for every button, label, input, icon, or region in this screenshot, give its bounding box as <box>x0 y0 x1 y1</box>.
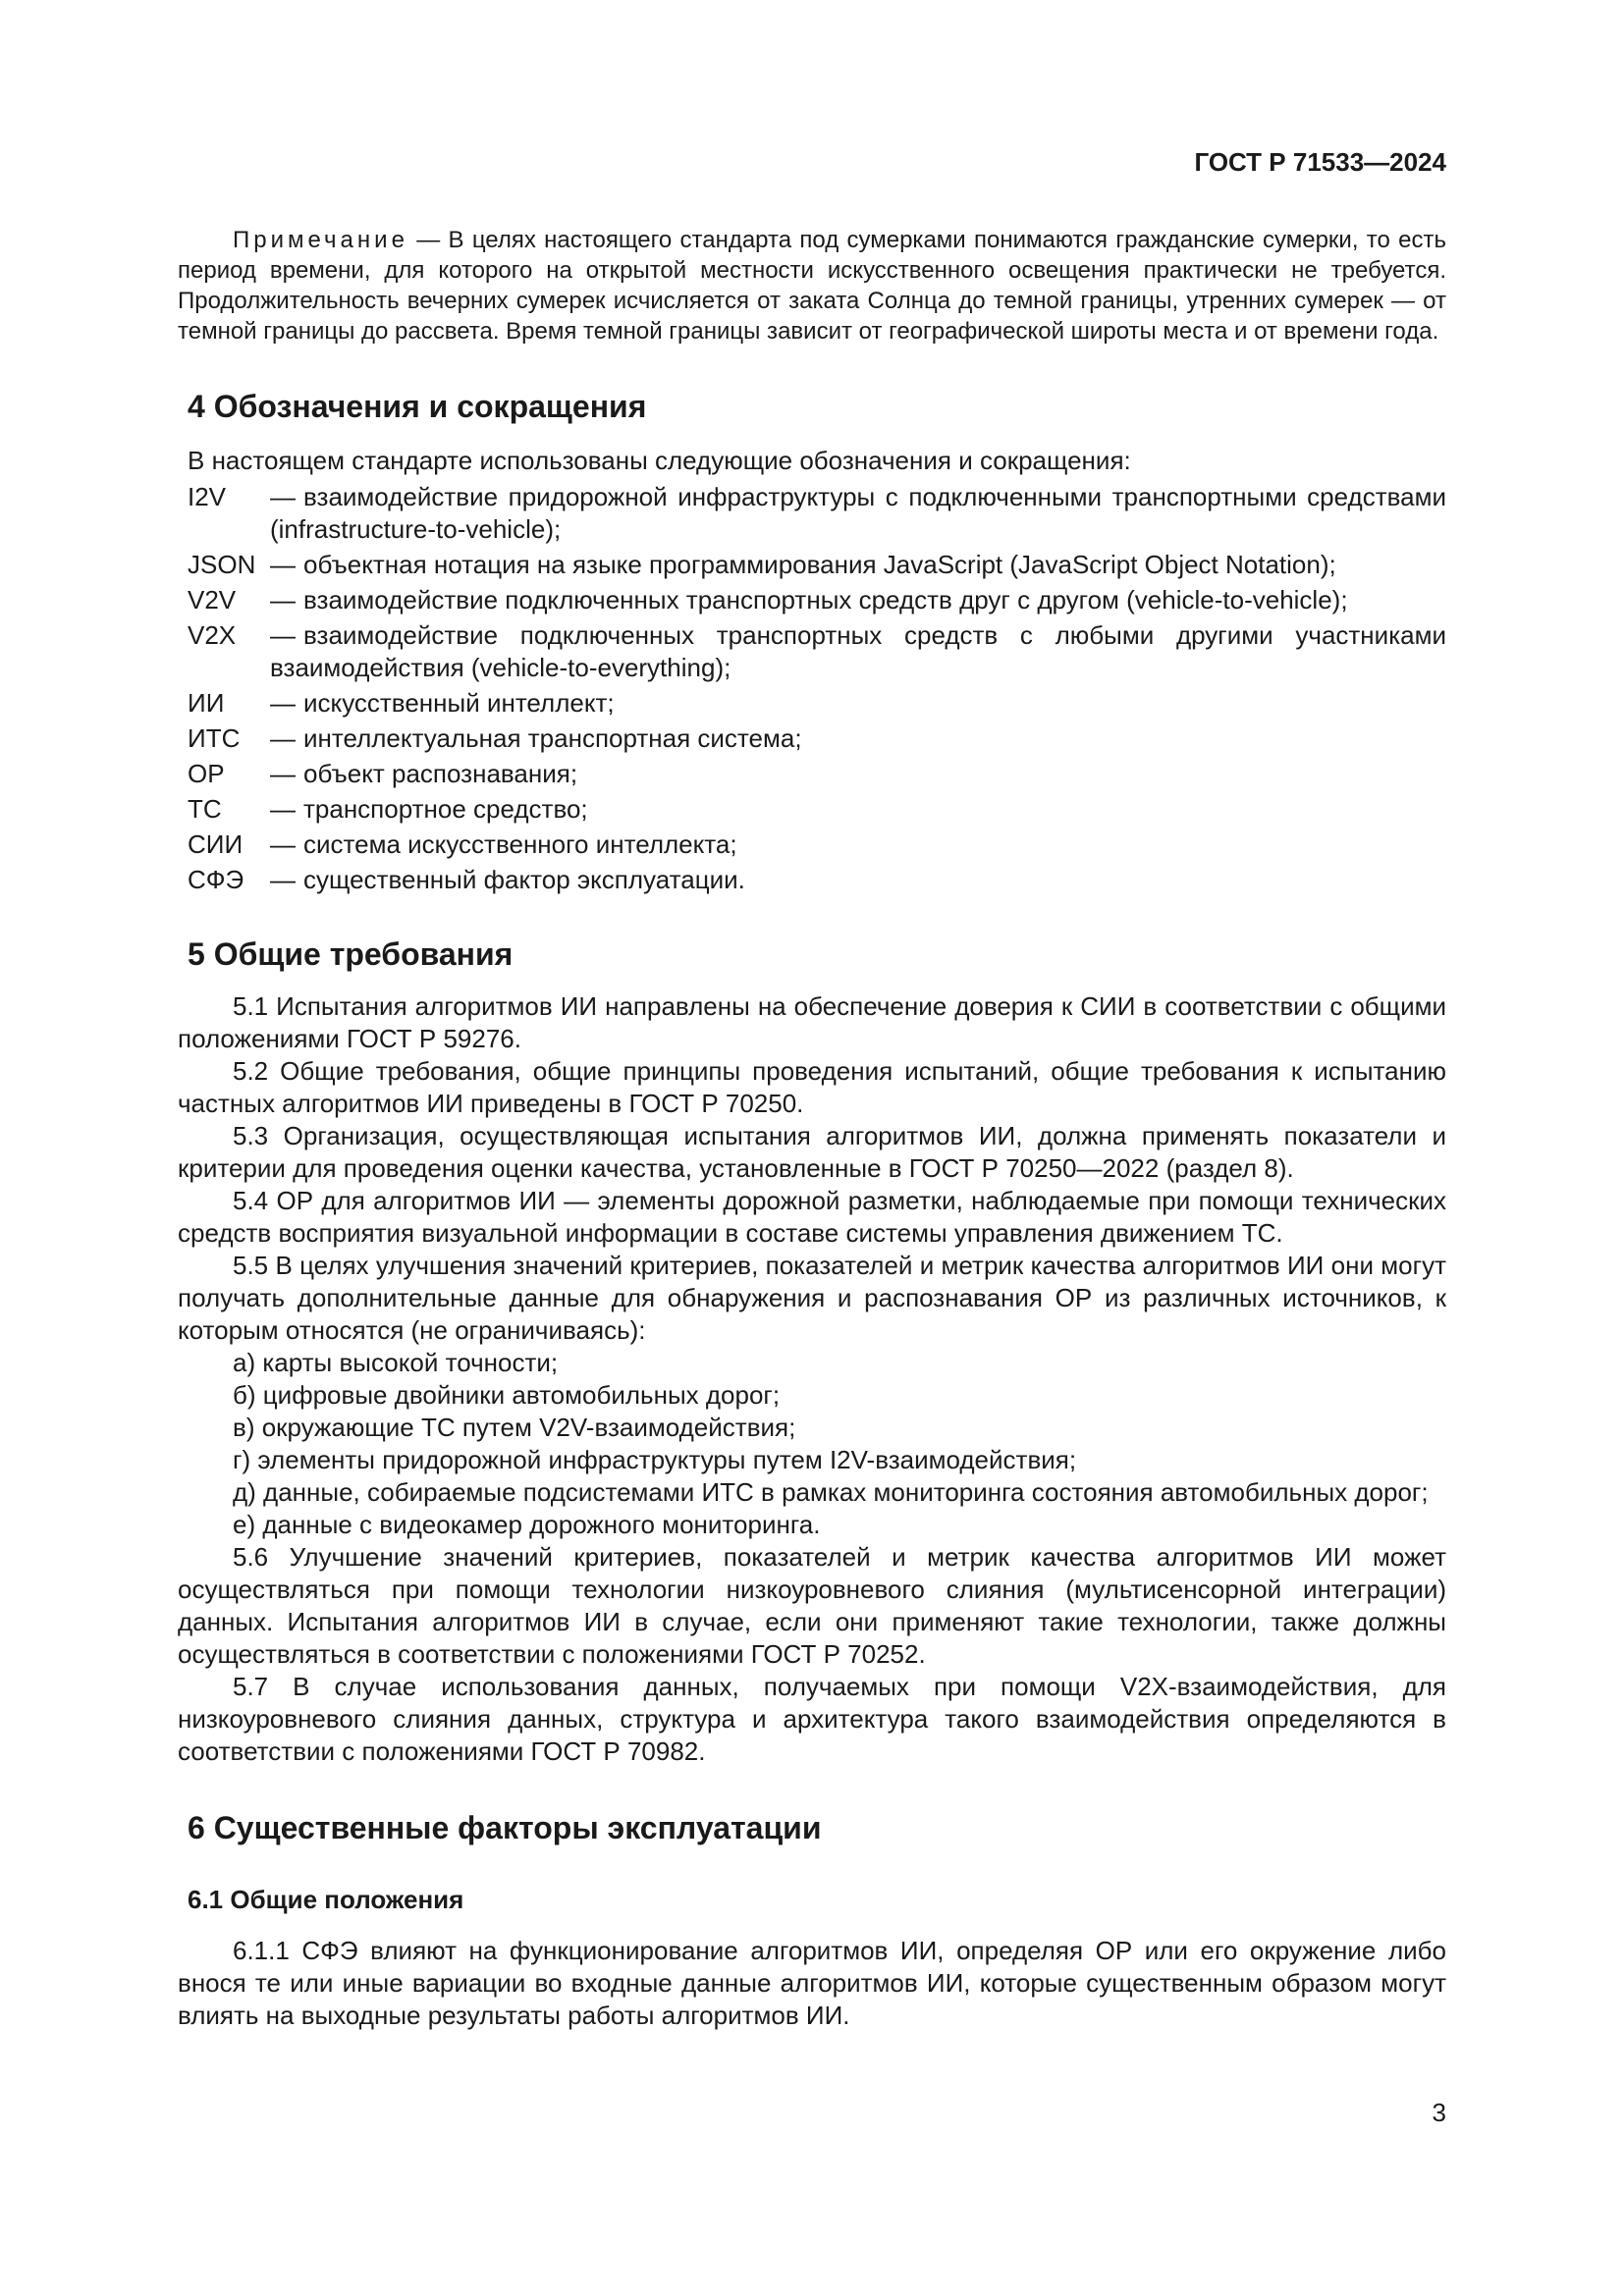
standard-header: ГОСТ Р 71533—2024 <box>1194 147 1446 177</box>
abbreviation-term: СФЭ <box>188 865 244 894</box>
list-item: г) элементы придорожной инфраструктуры путем I2V-взаимодействия; <box>233 1445 1077 1474</box>
abbreviation-dash: — <box>270 688 296 718</box>
paragraph-5-6: 5.6 Улучшение значений критериев, показателей и метрик качества алгоритмов ИИ может осуществляться при помощи технологии низкоуровневого слияния (мультисенсорной интеграции) данных. Испытания алгоритмов ИИ в случае, если они применяют такие технологии, также должны осуществляться в соответствии с положениями ГОСТ Р 70252. <box>178 1542 1446 1669</box>
abbreviation-dash: — <box>270 550 296 579</box>
abbreviation-item <box>188 584 1446 616</box>
list-item: б) цифровые двойники автомобильных дорог; <box>233 1380 781 1410</box>
abbreviation-term: СИИ <box>188 829 244 859</box>
abbreviation-definition: искусственный интеллект; <box>303 688 615 718</box>
abbreviation-term: V2V <box>188 585 237 614</box>
abbreviation-definition: система искусственного интеллекта; <box>303 829 737 859</box>
abbreviation-item <box>188 864 1446 896</box>
abbreviation-definition: взаимодействие подключенных транспортных средств с любыми другими участниками взаимодействия (vehicle-to-everything); <box>270 620 1446 682</box>
note-label: Примечание <box>233 227 408 253</box>
section-5-heading: 5 Общие требования <box>188 936 514 972</box>
abbreviation-definition: существенный фактор эксплуатации. <box>303 865 745 894</box>
section-5-body <box>178 990 1446 1768</box>
abbreviation-item <box>188 687 1446 720</box>
abbreviation-term: ТС <box>188 794 222 824</box>
abbreviation-definition: транспортное средство; <box>303 794 588 824</box>
abbreviation-term: ИТС <box>188 723 241 753</box>
list-item: а) карты высокой точности; <box>233 1348 559 1377</box>
abbreviation-item <box>188 758 1446 790</box>
abbreviation-dash: — <box>270 794 296 824</box>
subsection-6-1-heading: 6.1 Общие положения <box>188 1885 464 1914</box>
section-4-intro: В настоящем стандарте использованы следующие обозначения и сокращения: <box>188 446 1131 475</box>
paragraph-5-2: 5.2 Общие требования, общие принципы проведения испытаний, общие требования к испытанию частных алгоритмов ИИ приведены в ГОСТ Р 70250. <box>178 1056 1446 1118</box>
abbreviation-list <box>178 481 1446 896</box>
abbreviation-definition: интеллектуальная транспортная система; <box>303 723 802 753</box>
abbreviation-item <box>188 481 1446 546</box>
abbreviation-item <box>188 619 1446 684</box>
abbreviation-definition: взаимодействие подключенных транспортных средств друг с другом (vehicle-to-vehicle); <box>303 585 1348 614</box>
abbreviation-term: I2V <box>188 482 227 511</box>
abbreviation-definition: взаимодействие придорожной инфраструктуры с подключенными транспортными средствами (infrastructure-to-vehicle); <box>270 482 1446 544</box>
page-content <box>178 225 1446 2032</box>
paragraph-5-4: 5.4 ОР для алгоритмов ИИ — элементы дорожной разметки, наблюдаемые при помощи технических средств восприятия визуальной информации в составе системы управления движением ТС. <box>178 1186 1446 1248</box>
page-number: 3 <box>1432 2098 1446 2127</box>
section-6-heading: 6 Существенные факторы эксплуатации <box>188 1810 822 1845</box>
list-item: в) окружающие ТС путем V2V-взаимодействия; <box>233 1413 796 1442</box>
abbreviation-dash: — <box>270 865 296 894</box>
abbreviation-item <box>188 722 1446 755</box>
section-4-heading: 4 Обозначения и сокращения <box>188 389 647 424</box>
list-item: е) данные с видеокамер дорожного мониторинга. <box>233 1510 821 1539</box>
abbreviation-item <box>188 793 1446 826</box>
abbreviation-dash: — <box>270 620 296 650</box>
abbreviation-dash: — <box>270 759 296 788</box>
note-text: — В целях настоящего стандарта под сумерками понимаются гражданские сумерки, то есть период времени, для которого на открытой местности искусственного освещения практически не требуется. Продолжительность вечерних сумерек исчисляется от заката Солнца до темной границы, утренних сумерек — от темной границы до рассвета. Время темной границы зависит от географической широты места и от времени года. <box>178 227 1446 345</box>
abbreviation-term: ИИ <box>188 688 225 718</box>
abbreviation-item <box>188 549 1446 581</box>
list-item: д) данные, собираемые подсистемами ИТС в рамках мониторинга состояния автомобильных дорог; <box>233 1477 1429 1507</box>
abbreviation-dash: — <box>270 585 296 614</box>
abbreviation-definition: объект распознавания; <box>303 759 578 788</box>
paragraph-5-5: 5.5 В целях улучшения значений критериев, показателей и метрик качества алгоритмов ИИ они могут получать дополнительные данные для обнаружения и распознавания ОР из различных источников, к которым относятся (не ограничиваясь): <box>178 1251 1446 1345</box>
paragraph-6-1-1: 6.1.1 СФЭ влияют на функционирование алгоритмов ИИ, определяя ОР или его окружение либо внося те или иные вариации во входные данные алгоритмов ИИ, которые существенным образом могут влиять на выходные результаты работы алгоритмов ИИ. <box>178 1936 1446 2030</box>
paragraph-5-1: 5.1 Испытания алгоритмов ИИ направлены на обеспечение доверия к СИИ в соответствии с общими положениями ГОСТ Р 59276. <box>178 991 1446 1053</box>
abbreviation-dash: — <box>270 482 296 511</box>
abbreviation-term: JSON <box>188 550 256 579</box>
abbreviation-term: ОР <box>188 759 225 788</box>
note-paragraph <box>178 225 1446 347</box>
abbreviation-dash: — <box>270 723 296 753</box>
paragraph-5-3: 5.3 Организация, осуществляющая испытания алгоритмов ИИ, должна применять показатели и критерии для проведения оценки качества, установленные в ГОСТ Р 70250—2022 (раздел 8). <box>178 1121 1446 1183</box>
abbreviation-definition: объектная нотация на языке программирования JavaScript (JavaScript Object Notation); <box>303 550 1336 579</box>
abbreviation-dash: — <box>270 829 296 859</box>
paragraph-5-7: 5.7 В случае использования данных, получаемых при помощи V2X-взаимодействия, для низкоуровневого слияния данных, структура и архитектура такого взаимодействия определяются в соответствии с положениями ГОСТ Р 70982. <box>178 1672 1446 1766</box>
abbreviation-item <box>188 828 1446 861</box>
section-6-body <box>178 1935 1446 2032</box>
abbreviation-term: V2X <box>188 620 237 650</box>
